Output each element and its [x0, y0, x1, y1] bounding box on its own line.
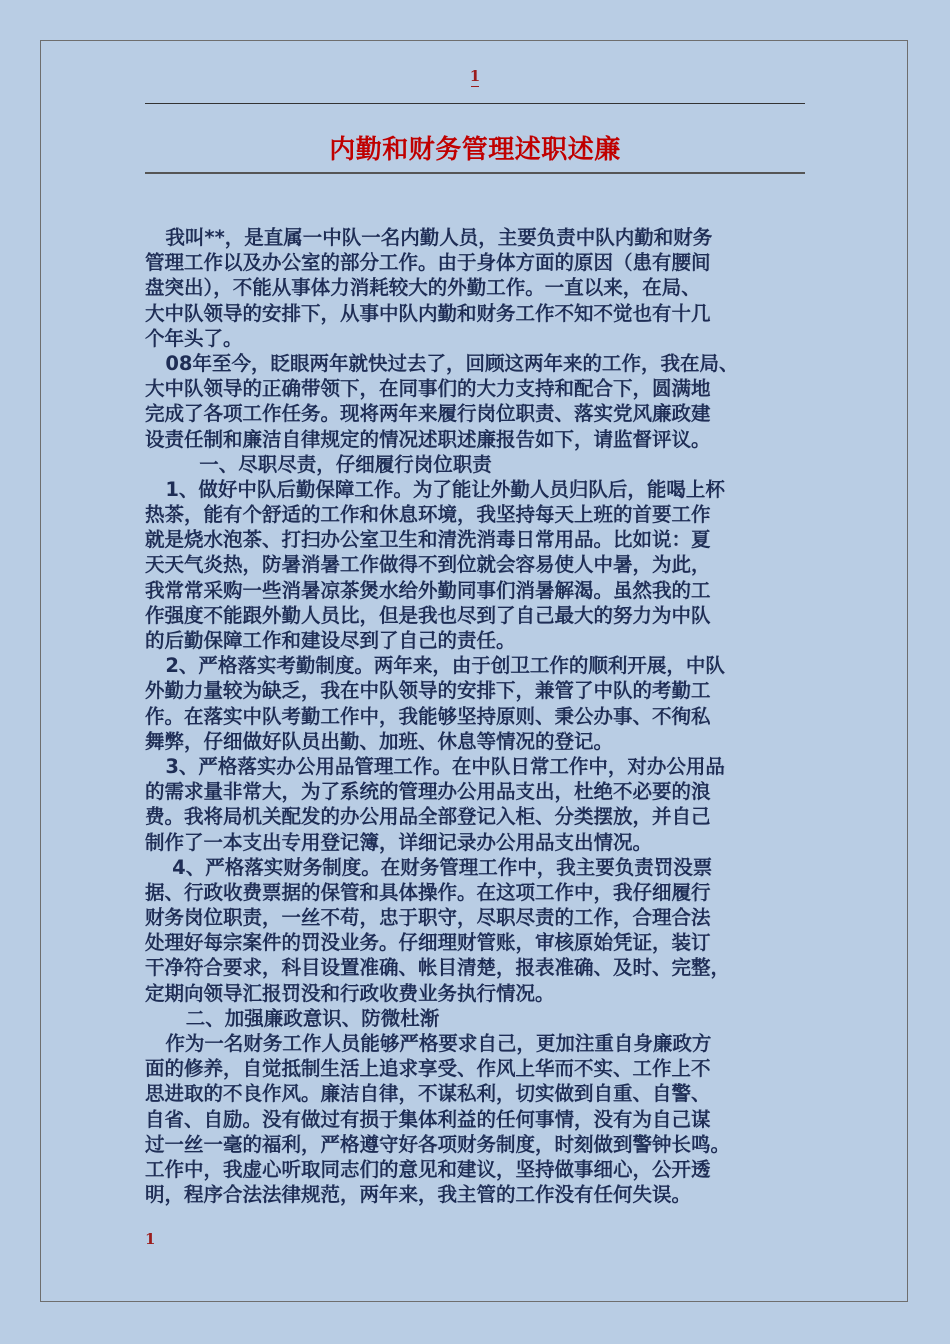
body-line: 的需求量非常大，为了系统的管理办公用品支出，杜绝不必要的浪 [145, 780, 711, 804]
document-body [145, 225, 825, 1207]
body-line: 管理工作以及办公室的部分工作。由于身体方面的原因（患有腰间 [145, 251, 711, 275]
body-line: 自省、自励。没有做过有损于集体利益的任何事情，没有为自己谋 [145, 1107, 711, 1131]
body-line: 盘突出），不能从事体力消耗较大的外勤工作。一直以来，在局、 [145, 276, 701, 300]
document-title: 内勤和财务管理述职述廉 [329, 135, 621, 165]
body-line: 大中队领导的安排下，从事中队内勤和财务工作不知不觉也有十几 [145, 301, 711, 325]
body-line: 工作中，我虚心听取同志们的意见和建议，坚持做事细心，公开透 [145, 1157, 711, 1181]
body-line: 设责任制和廉洁自律规定的情况述职述廉报告如下，请监督评议。 [145, 427, 711, 451]
body-line: 热茶，能有个舒适的工作和休息环境，我坚持每天上班的首要工作 [145, 503, 711, 527]
body-line: 干净符合要求，科目设置准确、帐目清楚，报表准确、及时、完整， [145, 956, 731, 980]
body-line: 完成了各项工作任务。现将两年来履行岗位职责、落实党风廉政建 [145, 402, 711, 426]
body-line: 我常常采购一些消暑凉茶煲水给外勤同事们消暑解渴。虽然我的工 [145, 578, 711, 602]
body-line: 作。在落实中队考勤工作中，我能够坚持原则、秉公办事、不徇私 [145, 704, 711, 728]
body-line: 我叫**，是直属一中队一名内勤人员，主要负责中队内勤和财务 [145, 226, 713, 249]
body-line: 一、尽职尽责，仔细履行岗位职责 [145, 452, 492, 476]
footer-page-number: 1 [145, 1230, 156, 1248]
body-line: 就是烧水泡茶、打扫办公室卫生和清洗消毒日常用品。比如说：夏 [145, 528, 711, 552]
body-line: 1、做好中队后勤保障工作。为了能让外勤人员归队后，能喝上杯 [145, 477, 725, 501]
header-page-number: 1 [469, 67, 481, 85]
body-line: 08年至今，眨眼两年就快过去了，回顾这两年来的工作，我在局、 [145, 351, 739, 375]
body-line: 定期向领导汇报罚没和行政收费业务执行情况。 [145, 981, 555, 1005]
body-line: 4、严格落实财务制度。在财务管理工作中，我主要负责罚没票 [145, 855, 713, 879]
body-line: 财务岗位职责，一丝不苟，忠于职守，尽职尽责的工作，合理合法 [145, 906, 711, 930]
body-line: 制作了一本支出专用登记簿，详细记录办公用品支出情况。 [145, 830, 653, 854]
body-line: 处理好每宗案件的罚没业务。仔细理财管账，审核原始凭证，装订 [145, 931, 711, 955]
body-line: 的后勤保障工作和建设尽到了自己的责任。 [145, 629, 516, 652]
body-line: 思进取的不良作风。廉洁自律，不谋私利，切实做到自重、自警、 [145, 1082, 711, 1106]
body-line: 费。我将局机关配发的办公用品全部登记入柜、分类摆放，并自己 [145, 805, 711, 829]
body-line: 天天气炎热，防暑消暑工作做得不到位就会容易使人中暑，为此， [145, 553, 711, 577]
header-divider [145, 103, 805, 104]
body-line: 个年头了。 [145, 326, 243, 350]
body-line: 3、严格落实办公用品管理工作。在中队日常工作中，对办公用品 [145, 754, 725, 778]
body-line: 作为一名财务工作人员能够严格要求自己，更加注重自身廉政方 [145, 1032, 712, 1055]
header-number-underline [471, 86, 479, 87]
body-line: 二、加强廉政意识、防微杜渐 [145, 1006, 440, 1030]
body-line: 舞弊，仔细做好队员出勤、加班、休息等情况的登记。 [145, 729, 614, 753]
title-divider [145, 172, 805, 174]
body-line: 大中队领导的正确带领下，在同事们的大力支持和配合下，圆满地 [145, 377, 711, 401]
body-line: 2、严格落实考勤制度。两年来，由于创卫工作的顺利开展，中队 [145, 654, 725, 678]
body-line: 外勤力量较为缺乏，我在中队领导的安排下，兼管了中队的考勤工 [145, 679, 711, 703]
body-line: 作强度不能跟外勤人员比，但是我也尽到了自己最大的努力为中队 [145, 603, 711, 627]
body-line: 据、行政收费票据的保管和具体操作。在这项工作中，我仔细履行 [145, 880, 711, 904]
body-line: 明，程序合法法律规范，两年来，我主管的工作没有任何失误。 [145, 1183, 692, 1207]
body-line: 过一丝一毫的福利，严格遵守好各项财务制度，时刻做到警钟长鸣。 [145, 1132, 731, 1156]
body-line: 面的修养，自觉抵制生活上追求享受、作风上华而不实、工作上不 [145, 1057, 711, 1081]
